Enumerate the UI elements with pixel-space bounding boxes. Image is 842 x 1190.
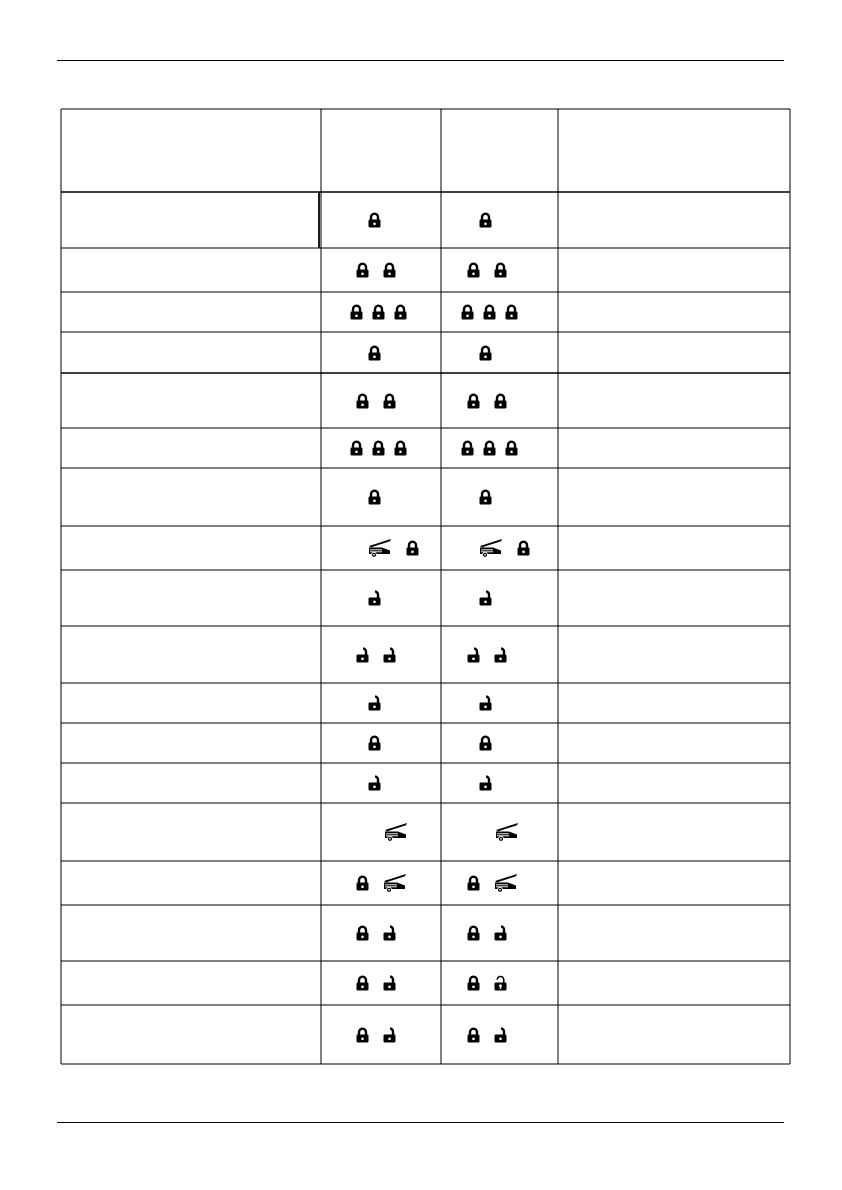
lock-closed-icon	[383, 262, 396, 278]
table-row	[61, 192, 790, 248]
lock-closed-icon	[356, 262, 369, 278]
cell-icons-primary	[368, 570, 381, 626]
header-rule	[57, 60, 784, 61]
table-row	[61, 428, 790, 468]
hood-open-icon	[368, 538, 392, 558]
table-row	[61, 332, 790, 373]
lock-open-icon	[356, 647, 369, 663]
cell-icons-primary	[350, 428, 407, 468]
lock-open-icon	[368, 695, 381, 711]
lock-open-icon	[479, 590, 492, 606]
table-row	[61, 626, 790, 683]
cell-icons-primary	[368, 332, 381, 373]
lock-closed-icon	[356, 925, 369, 941]
lock-open-icon	[494, 647, 507, 663]
lock-closed-icon	[372, 440, 385, 456]
lock-closed-icon	[394, 440, 407, 456]
cell-icons-secondary	[467, 961, 507, 1005]
lock-open-icon	[368, 590, 381, 606]
lock-closed-icon	[383, 393, 396, 409]
lock-closed-icon	[494, 262, 507, 278]
cell-icons-primary	[368, 763, 381, 803]
lock-closed-icon	[394, 304, 407, 320]
cell-icons-primary	[356, 626, 396, 683]
table-row	[61, 763, 790, 803]
cell-icons-primary	[368, 683, 381, 723]
lock-closed-icon	[461, 304, 474, 320]
lock-closed-icon	[479, 345, 492, 361]
cell-icons-primary	[368, 723, 381, 763]
cell-icons-primary	[356, 905, 396, 961]
lock-closed-icon	[461, 440, 474, 456]
hood-open-icon	[383, 873, 407, 893]
lock-closed-icon	[368, 345, 381, 361]
lock-open-icon	[383, 975, 396, 991]
cell-icons-secondary	[467, 373, 507, 428]
lock-closed-icon	[356, 1027, 369, 1043]
cell-icons-secondary	[461, 428, 518, 468]
cell-icons-secondary	[479, 468, 492, 526]
lock-closed-icon	[494, 393, 507, 409]
cell-icons-primary	[356, 373, 396, 428]
lock-closed-icon	[517, 540, 530, 556]
table-row	[61, 961, 790, 1005]
table-row	[61, 248, 790, 292]
cell-icons-secondary	[467, 905, 507, 961]
lock-closed-icon	[467, 1027, 480, 1043]
cell-icons-secondary	[467, 861, 518, 905]
table-row	[61, 683, 790, 723]
cell-icons-secondary	[467, 1005, 507, 1064]
lock-closed-icon	[350, 440, 363, 456]
function-table	[61, 109, 790, 1064]
table-row	[61, 526, 790, 570]
cell-icons-primary	[384, 803, 408, 861]
cell-icons-secondary	[461, 292, 518, 332]
cell-icons-primary	[368, 468, 381, 526]
lock-closed-icon	[368, 489, 381, 505]
hood-open-icon	[495, 822, 519, 842]
cell-icons-secondary	[467, 626, 507, 683]
cell-icons-secondary	[479, 723, 492, 763]
lock-closed-icon	[467, 262, 480, 278]
lock-closed-icon	[356, 393, 369, 409]
lock-closed-icon	[350, 304, 363, 320]
table-row	[61, 373, 790, 428]
lock-closed-icon	[356, 975, 369, 991]
lock-open-icon	[383, 1027, 396, 1043]
lock-open-icon	[467, 647, 480, 663]
cell-icons-primary	[368, 526, 419, 570]
lock-open-icon	[383, 925, 396, 941]
cell-icons-primary	[356, 861, 407, 905]
lock-closed-icon	[356, 875, 369, 891]
cell-icons-primary	[368, 192, 381, 248]
lock-closed-icon	[479, 212, 492, 228]
lock-open-icon	[494, 925, 507, 941]
cell-icons-primary	[356, 961, 396, 1005]
lock-open-icon	[368, 775, 381, 791]
cell-icons-secondary	[479, 570, 492, 626]
cell-icons-primary	[350, 292, 407, 332]
lock-closed-icon	[372, 304, 385, 320]
lock-open-icon	[479, 695, 492, 711]
table-row	[61, 803, 790, 861]
table-row	[61, 723, 790, 763]
table-row	[61, 1005, 790, 1064]
lock-closed-icon	[368, 735, 381, 751]
lock-closed-icon	[505, 304, 518, 320]
lock-closed-icon	[483, 440, 496, 456]
cell-icons-secondary	[467, 248, 507, 292]
table-row	[61, 468, 790, 526]
table-row	[61, 905, 790, 961]
cell-icons-secondary	[479, 526, 530, 570]
lock-closed-icon	[406, 540, 419, 556]
table-row	[61, 570, 790, 626]
cell-icons-secondary	[479, 683, 492, 723]
lock-open-icon	[494, 1027, 507, 1043]
lock-closed-icon	[479, 489, 492, 505]
lock-open-keyhole-icon	[494, 975, 507, 991]
lock-closed-icon	[505, 440, 518, 456]
hood-open-icon	[494, 873, 518, 893]
cell-icons-primary	[356, 1005, 396, 1064]
footer-rule	[57, 1122, 784, 1123]
cell-icons-secondary	[495, 803, 519, 861]
table-row	[61, 292, 790, 332]
cell-icons-secondary	[479, 192, 492, 248]
lock-closed-icon	[467, 925, 480, 941]
cell-icons-primary	[356, 248, 396, 292]
cell-icons-secondary	[479, 332, 492, 373]
cell-icons-secondary	[479, 763, 492, 803]
hood-open-icon	[384, 822, 408, 842]
lock-open-icon	[383, 647, 396, 663]
hood-open-icon	[479, 538, 503, 558]
lock-closed-icon	[467, 393, 480, 409]
lock-open-icon	[479, 775, 492, 791]
lock-closed-icon	[467, 975, 480, 991]
lock-closed-icon	[467, 875, 480, 891]
table-row	[61, 861, 790, 905]
lock-closed-icon	[479, 735, 492, 751]
lock-closed-icon	[483, 304, 496, 320]
lock-closed-icon	[368, 212, 381, 228]
